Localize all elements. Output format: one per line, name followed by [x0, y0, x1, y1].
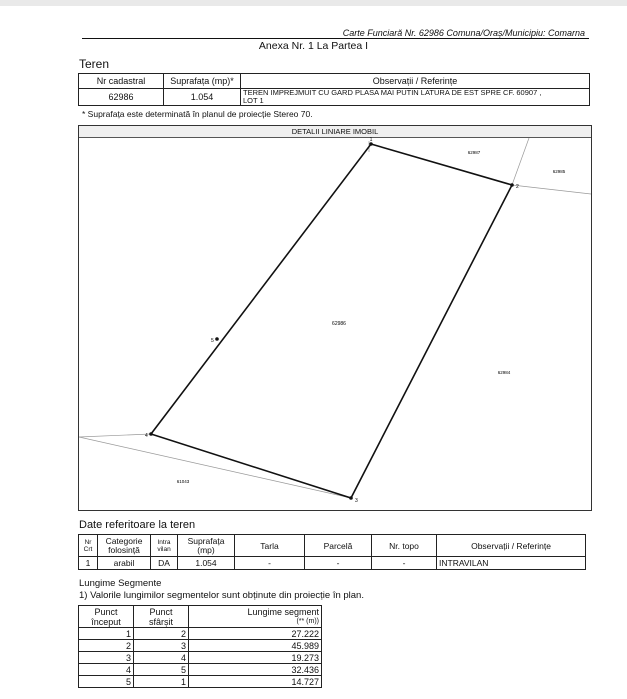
hdr: Punct: [94, 606, 118, 617]
lungime-title: Lungime Segmente: [79, 578, 162, 589]
table-row: [79, 628, 322, 640]
vertex-point: [149, 432, 153, 436]
cell: 5: [134, 664, 189, 676]
cell: 19.273: [189, 652, 322, 664]
neighbor-line-west: [79, 434, 151, 437]
header-rule: [82, 38, 589, 39]
observatii-value: [241, 89, 590, 106]
col-nr-crt: Nr Crt: [79, 535, 98, 557]
table-row: [79, 664, 322, 676]
date-teren-title: Date referitoare la teren: [79, 519, 196, 531]
col-tarla: Tarla: [235, 535, 305, 557]
cell: 1: [79, 628, 134, 640]
cell: 1: [134, 676, 189, 688]
cell: 2: [79, 640, 134, 652]
lungime-note: 1) Valorile lungimilor segmentelor sunt obținute din proiecție în plan.: [79, 590, 364, 601]
hdr: început: [91, 616, 121, 627]
col-suprafata: Suprafața (mp)*: [164, 74, 241, 89]
cell: 3: [134, 640, 189, 652]
neighbor-line-east: [512, 185, 591, 194]
cell: arabil: [98, 557, 151, 570]
hdr: (** (m)): [296, 617, 319, 625]
lungime-header-row: [79, 606, 322, 628]
surface-note: * Suprafața este determinată în planul de proiecție Stereo 70.: [82, 109, 313, 119]
neighbor-line-northeast: [512, 138, 529, 185]
parcel-label-main: 62986: [332, 321, 346, 327]
col-observatii: Observații / Referințe: [437, 535, 586, 557]
cell: 32.436: [189, 664, 322, 676]
col-categorie: Categorie folosință: [98, 535, 151, 557]
suprafata-text: 1.054: [190, 92, 214, 102]
col-nr-topo: Nr. topo: [372, 535, 437, 557]
parcel-label-east: 62984: [497, 370, 511, 375]
suprafata-value: [164, 89, 241, 106]
plan-box: [78, 125, 592, 511]
table-row: [79, 676, 322, 688]
cell: 5: [79, 676, 134, 688]
table-row: [79, 640, 322, 652]
cell: 1: [79, 557, 98, 570]
cell: 14.727: [189, 676, 322, 688]
plan-title: DETALII LINIARE IMOBIL: [79, 126, 591, 138]
hdr: sfârșit: [148, 616, 173, 627]
point-label: 5: [211, 338, 214, 344]
point-label: 2: [516, 184, 519, 190]
parcel-plan: [79, 126, 591, 510]
vertex-point: [215, 337, 219, 341]
teren-header-row: [79, 74, 590, 89]
hdr: Punct: [149, 606, 173, 617]
cell: DA: [151, 557, 178, 570]
col-nr-cadastral: Nr cadastral: [79, 74, 164, 89]
cell: -: [305, 557, 372, 570]
observatii-line-2: LOT 1: [243, 96, 264, 105]
top-band: [0, 0, 627, 6]
date-teren-data-row: [79, 557, 586, 570]
cell: -: [372, 557, 437, 570]
parcel-label-northeast: 62985: [552, 169, 566, 174]
cell: 2: [134, 628, 189, 640]
parcel-label-north: 62987: [467, 150, 481, 155]
cell: 45.989: [189, 640, 322, 652]
col-intravilan: Intra vilan: [151, 535, 178, 557]
anexa-title: Anexa Nr. 1 La Partea I: [258, 40, 369, 52]
date-teren-table: [78, 534, 586, 570]
col-observatii: Observații / Referințe: [241, 74, 590, 89]
nr-cadastral-value: 62986: [79, 89, 164, 106]
cell: 3: [79, 652, 134, 664]
teren-table: [78, 73, 590, 106]
cell: 27.222: [189, 628, 322, 640]
table-row: [79, 652, 322, 664]
observatii-line-1: TEREN IMPREJMUIT CU GARD PLASA MAI PUTIN LATURA DE EST SPRE CF. 60907 ,: [243, 88, 542, 97]
vertex-point: [349, 496, 353, 500]
hdr: Lungime segment: [247, 606, 319, 617]
col-punct-sfarsit: [134, 606, 189, 628]
cell: 4: [134, 652, 189, 664]
teren-section-title: Teren: [79, 57, 110, 71]
vertex-point: [510, 183, 514, 187]
carte-funciara-header: Carte Funciară Nr. 62986 Comuna/Oraș/Municipiu: Comarna: [342, 28, 585, 38]
neighbor-line-southwest: [79, 437, 351, 498]
parcel-label-southwest: 61043: [176, 479, 190, 484]
teren-data-row: [79, 89, 590, 106]
point-label: 1: [369, 137, 373, 143]
col-punct-inceput: [79, 606, 134, 628]
point-label: 4: [145, 433, 148, 439]
point-label: 3: [355, 498, 358, 504]
cell: INTRAVILAN: [437, 557, 586, 570]
date-teren-header-row: [79, 535, 586, 557]
col-parcela: Parcelă: [305, 535, 372, 557]
col-lungime: [189, 606, 322, 628]
lungime-table: [78, 605, 322, 688]
col-suprafata: Suprafața (mp): [178, 535, 235, 557]
cell: 1.054: [178, 557, 235, 570]
cell: -: [235, 557, 305, 570]
cell: 4: [79, 664, 134, 676]
